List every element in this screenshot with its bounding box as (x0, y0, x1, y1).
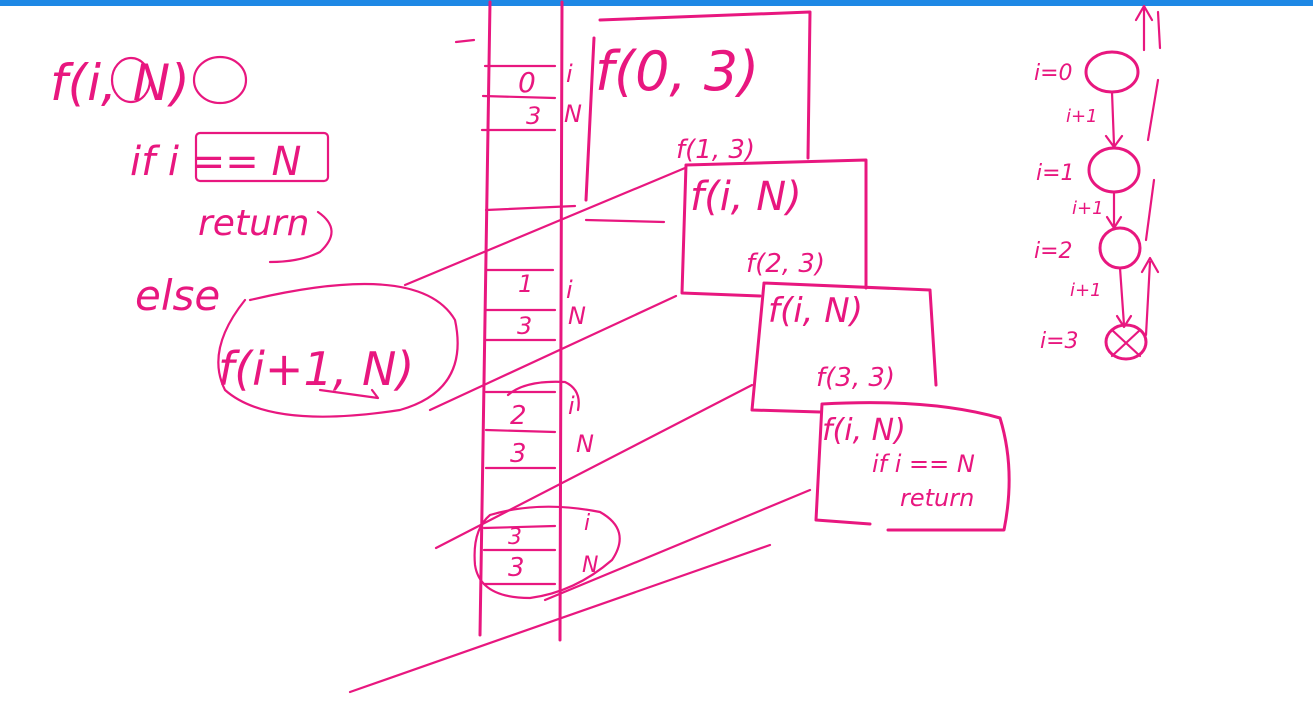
if-condition: if i == N (130, 139, 302, 185)
recursion-chain (1034, 6, 1160, 359)
chain-arrow (1107, 192, 1121, 228)
return-arrow (1142, 258, 1158, 335)
recursive-call: f(i+1, N) (218, 342, 415, 396)
frame-n-value: 3 (517, 312, 533, 340)
frame-i-label: i (568, 392, 575, 420)
call3-return: return (900, 484, 975, 512)
call1-label: f(1, 3) (676, 135, 756, 165)
stack-frame (475, 507, 620, 598)
stack-frame (486, 382, 594, 469)
call2-body: f(i, N) (768, 291, 863, 331)
frame-i-label: i (584, 511, 591, 536)
chain-node-label: i=2 (1034, 239, 1073, 264)
frame-n-label: N (564, 100, 582, 128)
return-arrow (1136, 6, 1152, 50)
stack-right-wall (560, 2, 562, 640)
top-accent-bar (0, 0, 1313, 6)
stack-frame (486, 270, 586, 340)
frame-n-value: 3 (510, 439, 527, 469)
chain-node (1086, 52, 1138, 92)
chain-arrow (1106, 92, 1122, 147)
main-call-text: f(0, 3) (595, 40, 760, 103)
chain-node-label: i=3 (1040, 329, 1079, 354)
call2-label: f(2, 3) (746, 249, 826, 279)
chain-step-label: i+1 (1070, 280, 1102, 301)
frame-i-value: 3 (508, 525, 522, 550)
chain-node-label: i=1 (1036, 161, 1075, 186)
else-keyword: else (135, 271, 221, 320)
frame-i-value: 0 (518, 66, 536, 99)
call3-label: f(3, 3) (816, 363, 896, 393)
call3-body: f(i, N) (822, 413, 906, 448)
chain-step-label: i+1 (1066, 106, 1098, 127)
param-n-circle (194, 57, 246, 103)
frame-n-label: N (568, 302, 586, 330)
chain-node (1100, 228, 1140, 268)
chain-node-label: i=0 (1034, 61, 1073, 86)
function-signature: f(i, N) (50, 54, 190, 112)
chain-arrow (1117, 268, 1131, 327)
frame-i-value: 2 (510, 401, 527, 431)
chain-step-label: i+1 (1072, 198, 1104, 219)
base-case-cross (1112, 330, 1140, 356)
call3-if: if i == N (872, 450, 975, 478)
frame-n-value: 3 (526, 102, 542, 130)
frame-i-value: 1 (518, 270, 534, 298)
frame-i-label: i (566, 276, 573, 304)
code-block (50, 54, 458, 417)
stack-frame (482, 60, 582, 130)
call1-body: f(i, N) (690, 174, 802, 220)
frame-i-label: i (566, 60, 573, 88)
frame-n-label: N (576, 430, 594, 458)
return-keyword: return (198, 203, 310, 244)
chain-node (1089, 148, 1139, 192)
call-boxes (586, 12, 1009, 530)
frame-n-value: 3 (508, 553, 525, 583)
frame-n-label: N (582, 553, 599, 578)
